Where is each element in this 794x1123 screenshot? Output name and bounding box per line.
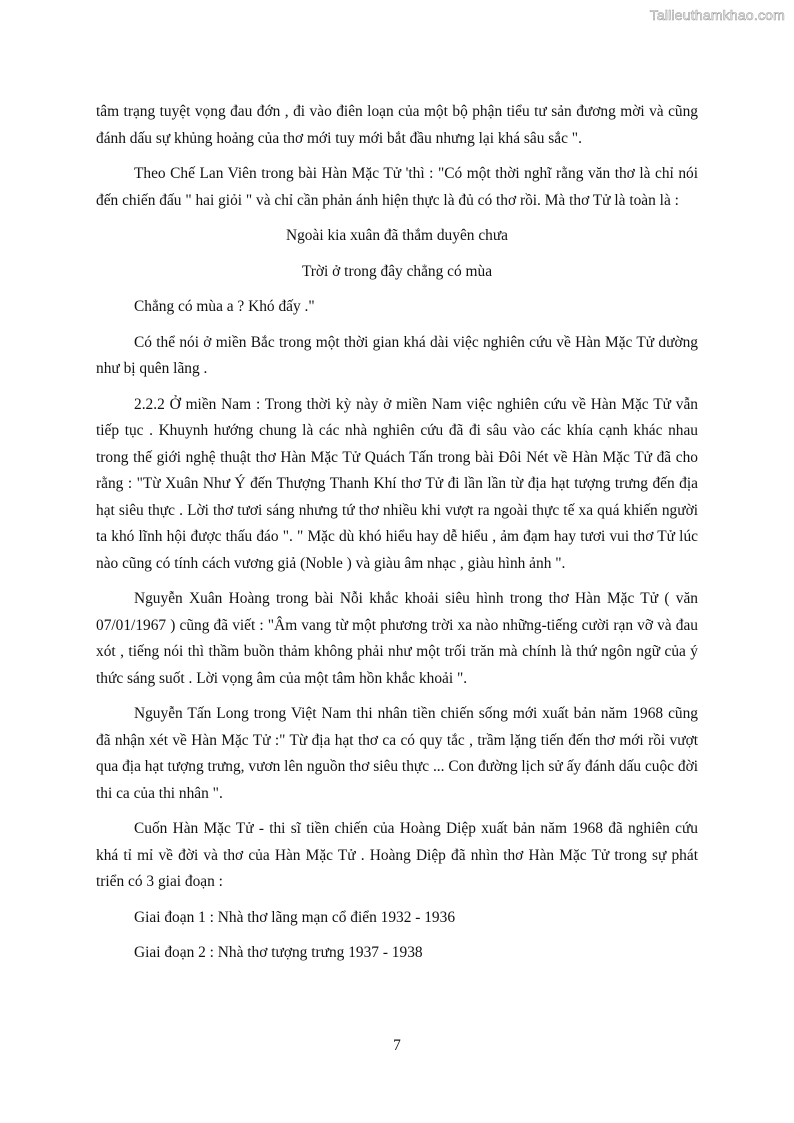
poem-line: Trời ở trong đây chẳng có mùa (301, 262, 493, 280)
document-body (96, 99, 698, 976)
paragraph-quote-end: Chẳng có mùa a ? Khó đấy ." (134, 298, 315, 315)
poem-quote (96, 223, 698, 285)
list-item-stage-2: Giai đoạn 2 : Nhà thơ tượng trưng 1937 - 1938 (134, 944, 423, 961)
list-item-stage-1: Giai đoạn 1 : Nhà thơ lãng mạn cổ điển 1932 - 1936 (134, 908, 456, 926)
watermark: Tailieuthamkhao.com (649, 7, 785, 23)
paragraph-north: Có thể nói ở miền Bắc trong một thời gian khá dài việc nghiên cứu về Hàn Mặc Tử dường như bị quên lãng . (96, 333, 698, 377)
paragraph-hoang-diep: Cuốn Hàn Mặc Tử - thi sĩ tiền chiến của Hoàng Diệp xuất bản năm 1968 đã nghiên cứu khá tỉ mỉ về đời và thơ của Hàn Mặc Tử . Hoàng Diệp đã nhìn thơ Hàn Mặc Tử trong sự phát triển có 3 giai đoạn : (96, 820, 698, 890)
poem-line: Ngoài kia xuân đã thắm duyên chưa (285, 227, 509, 244)
paragraph-continuation: tâm trạng tuyệt vọng đau đớn , đi vào điên loạn của một bộ phận tiểu tư sản đương mời và cũng đánh dấu sự khủng hoảng của thơ mới tuy mới bắt đầu nhưng lại khá sâu sắc ". (96, 103, 698, 147)
paragraph-nguyen-xuan-hoang: Nguyễn Xuân Hoàng trong bài Nỗi khắc khoải siêu hình trong thơ Hàn Mặc Tử ( văn 07/01/1967 ) cũng đã viết : "Âm vang từ một phương trời xa nào những-tiếng cười rạn vỡ và đau xót , tiếng nói thì thầm buồn thảm không phải như một trối trăn mà chính là thứ ngôn ngữ của ý thức sáng suốt . Lời vọng âm của một tâm hồn khắc khoải ". (96, 590, 698, 687)
paragraph-che-lan-vien: Theo Chế Lan Viên trong bài Hàn Mặc Tử 'thì : "Có một thời nghĩ rằng văn thơ là chỉ nói đến chiến đấu " hai giỏi " và chỉ cần phản ánh hiện thực là đủ có thơ rồi. Mà thơ Tử là toàn là : (96, 165, 698, 209)
paragraph-south: 2.2.2 Ở miền Nam : Trong thời kỳ này ở miền Nam việc nghiên cứu về Hàn Mặc Tử vẫn tiếp tục . Khuynh hướng chung là các nhà nghiên cứu đã đi sâu vào các khía cạnh khác nhau trong thế giới nghệ thuật thơ Hàn Mặc Tử Quách Tấn trong bài Đôi Nét về Hàn Mặc Tử đã cho rằng : "Từ Xuân Như Ý đến Thượng Thanh Khí thơ Tử đi lần lần từ địa hạt tượng trưng đến địa hạt siêu thực . Lời thơ tươi sáng nhưng tứ thơ nhiều khi vượt ra ngoài thực tế xa quá khiến người ta khó lĩnh hội được thấu đáo ". " Mặc dù khó hiểu hay dễ hiểu , ảm đạm hay tươi vui thơ Tử lúc nào cũng có tính cách vương giả (Noble ) và giàu âm nhạc , giàu hình ảnh ". (96, 395, 698, 572)
paragraph-nguyen-tan-long: Nguyễn Tấn Long trong Việt Nam thi nhân tiền chiến sống mới xuất bản năm 1968 cũng đã nhận xét về Hàn Mặc Tử :" Từ địa hạt thơ ca có quy tắc , trầm lặng tiến đến thơ mới rồi vượt qua địa hạt tượng trưng, vươn lên nguồn thơ siêu thực ... Con đường lịch sử ấy đánh dấu cuộc đời thi ca của thi nhân ". (96, 705, 698, 802)
page-number: 7 (393, 1037, 401, 1054)
